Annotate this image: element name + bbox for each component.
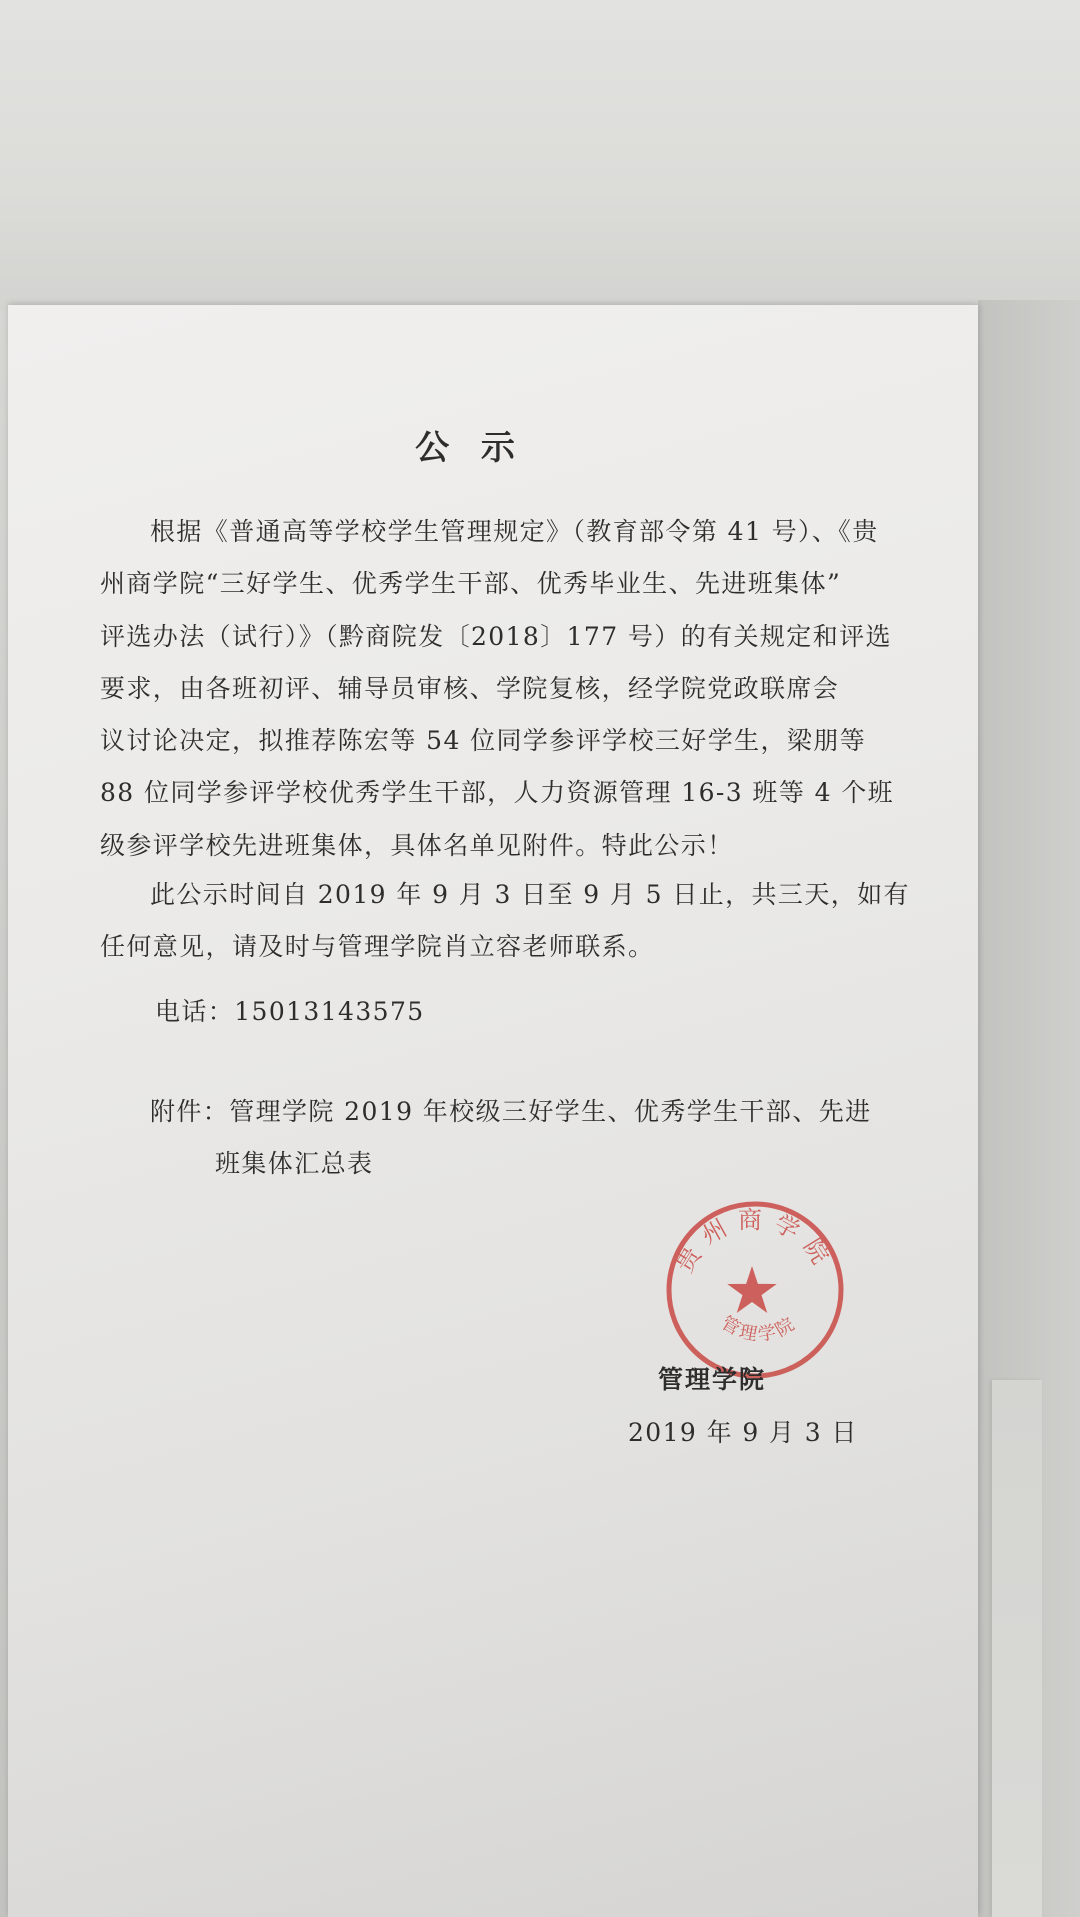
- phone-number: 15013143575: [234, 997, 425, 1026]
- seal-inner-text-path: 管理学院: [717, 1312, 801, 1346]
- seal-outer-text: [670, 1206, 839, 1277]
- attachment-line: 附件：管理学院 2019 年校级三好学生、优秀学生干部、先进: [150, 1097, 872, 1126]
- issue-date: 2019 年 9 月 3 日: [628, 1418, 858, 1447]
- phone-label: 电话：: [155, 997, 235, 1026]
- paragraph-2: [100, 869, 910, 974]
- paragraph-line: 88 位同学参评学校优秀学生干部，人力资源管理 16-3 班等 4 个班: [100, 778, 895, 808]
- paragraph-line: 州商学院“三好学生、优秀学生干部、优秀毕业生、先进班集体”: [100, 569, 842, 599]
- contact-phone: [155, 986, 425, 1038]
- paragraph-line: 此公示时间自 2019 年 9 月 3 日至 9 月 5 日止，共三天，如有: [150, 880, 910, 909]
- paragraph-line: 根据《普通高等学校学生管理规定》（教育部令第 41 号）、《贵: [150, 517, 879, 546]
- paragraph-line: 议讨论决定，拟推荐陈宏等 54 位同学参评学校三好学生，梁朋等: [100, 726, 867, 756]
- paragraph-line: 任何意见，请及时与管理学院肖立容老师联系。: [100, 932, 655, 962]
- document-sheet: [8, 305, 978, 1917]
- paragraph-1: [100, 506, 900, 872]
- seal-star-icon: [727, 1266, 776, 1313]
- seal-outer-text-path: 贵州商学院: [670, 1206, 840, 1278]
- issuing-organization: 管理学院: [658, 1365, 767, 1394]
- paragraph-line: 评选办法（试行）》（黔商院发〔2018〕177 号）的有关规定和评选: [100, 621, 892, 651]
- attachment-line: 班集体汇总表: [215, 1149, 374, 1178]
- paragraph-line: 要求，由各班初评、辅导员审核、学院复核，经学院党政联席会: [100, 673, 840, 703]
- notice-title: 公 示: [415, 428, 525, 468]
- background-sheet-edge: [992, 1380, 1042, 1917]
- paragraph-line: 级参评学校先进班集体，具体名单见附件。特此公示！: [100, 830, 734, 860]
- background-sheet: [0, 0, 1080, 310]
- seal-inner-text: [717, 1312, 800, 1345]
